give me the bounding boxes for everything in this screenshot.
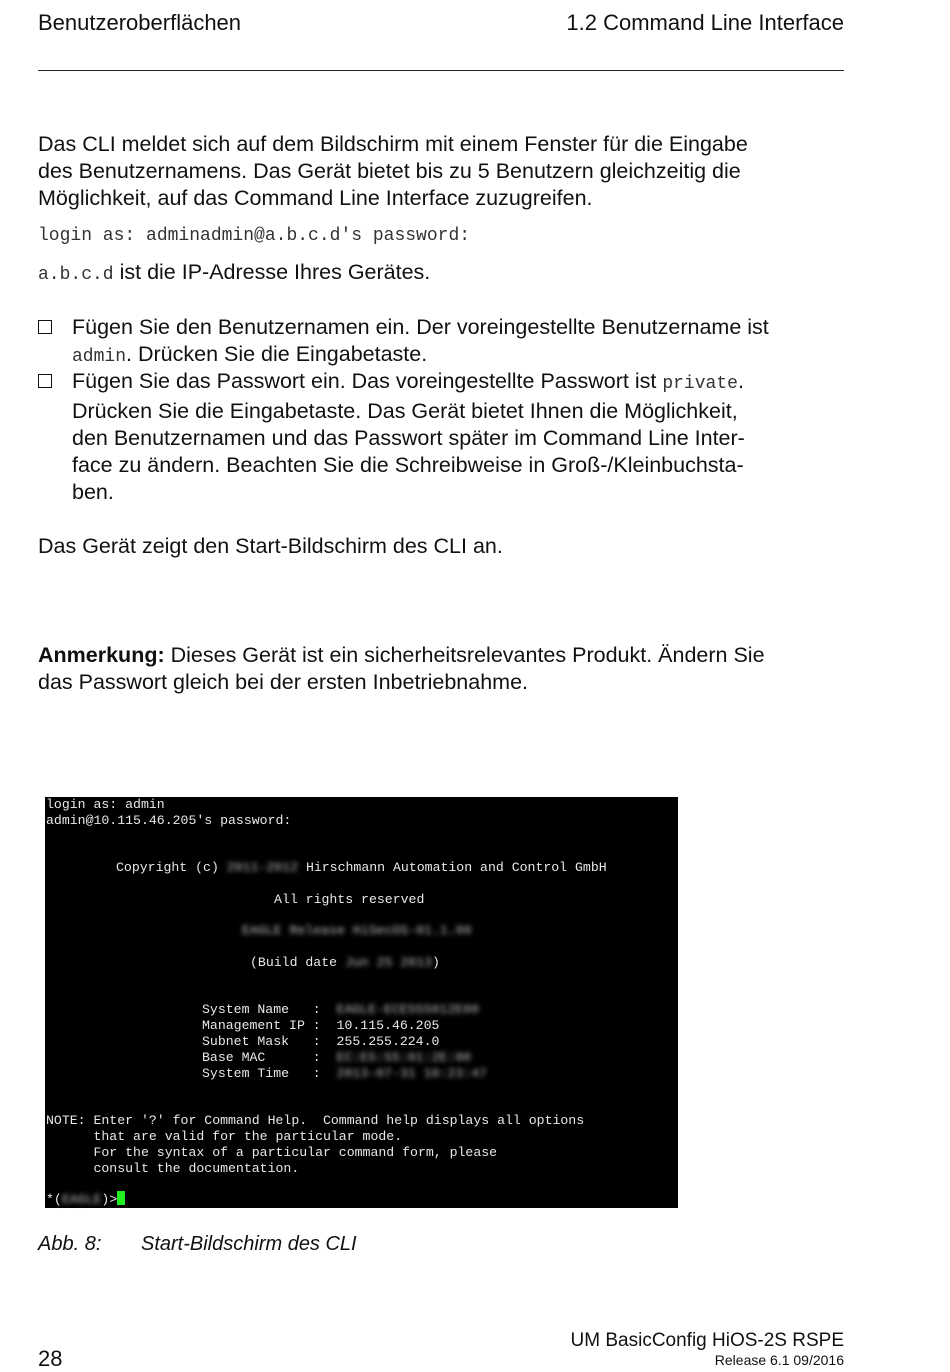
note-line-1: Anmerkung: Dieses Gerät ist ein sicherheitsrelevantes Produkt. Ändern Sie <box>38 643 765 667</box>
terminal-copyright: Copyright (c) 2011-2012 Hirschmann Automation and Control GmbH <box>116 860 607 875</box>
step-2-line-5: ben. <box>72 480 114 504</box>
checkbox-icon <box>38 320 52 334</box>
terminal-base-mac: Base MAC : EC:E5:55:01:2E:00 <box>202 1050 472 1065</box>
terminal-release: EAGLE Release HiSecOS-01.1.00 <box>242 923 472 938</box>
footer-document-title: UM BasicConfig HiOS-2S RSPE <box>570 1330 844 1351</box>
start-screen-text: Das Gerät zeigt den Start-Bildschirm des CLI an. <box>38 534 503 558</box>
step-2-line-1: Fügen Sie das Passwort ein. Das voreingestellte Passwort ist private. <box>72 369 744 394</box>
terminal-note-3: For the syntax of a particular command form, please <box>46 1145 498 1160</box>
step-2 <box>72 368 848 506</box>
intro-line-1: Das CLI meldet sich auf dem Bildschirm mit einem Fenster für die Eingabe <box>38 132 748 156</box>
username-code: admin <box>72 347 127 367</box>
header-rule <box>38 70 844 71</box>
terminal-system-name: System Name : EAGLE-ECE555012E00 <box>202 1002 479 1017</box>
cli-terminal-screenshot <box>45 797 678 1208</box>
terminal-login-line: login as: admin <box>46 797 165 812</box>
terminal-management-ip: Management IP : 10.115.46.205 <box>202 1018 440 1033</box>
header-chapter-title: 1.2 Command Line Interface <box>566 10 844 35</box>
terminal-note-1: NOTE: Enter '?' for Command Help. Command help displays all options <box>46 1113 585 1128</box>
figure-caption-label: Abb. 8: <box>38 1233 102 1255</box>
ip-placeholder-code: a.b.c.d <box>38 265 114 285</box>
terminal-prompt: *(EAGLE)> <box>46 1191 125 1208</box>
figure-caption-text: Start-Bildschirm des CLI <box>141 1233 357 1255</box>
step-2-line-3: den Benutzernamen und das Passwort später im Command Line Inter- <box>72 426 745 450</box>
terminal-password-line: admin@10.115.46.205's password: <box>46 813 292 828</box>
login-code: login as: adminadmin@a.b.c.d's password: <box>38 226 471 246</box>
ip-note-text: ist die IP-Adresse Ihres Gerätes. <box>113 260 431 284</box>
step-2-line-4: face zu ändern. Beachten Sie die Schreibweise in Groß-/Kleinbuchsta- <box>72 453 744 477</box>
note-label: Anmerkung: <box>38 643 165 667</box>
terminal-cursor <box>117 1191 125 1205</box>
header-section-title: Benutzeroberflächen <box>38 10 242 35</box>
terminal-build-date: (Build date Jun 25 2013) <box>250 955 440 970</box>
step-1-line-2: admin. Drücken Sie die Eingabetaste. <box>72 342 428 367</box>
terminal-note-4: consult the documentation. <box>46 1161 300 1176</box>
note-line-2: das Passwort gleich bei der ersten Inbetriebnahme. <box>38 670 528 694</box>
step-1 <box>72 314 848 371</box>
step-1-line-1: Fügen Sie den Benutzernamen ein. Der voreingestellte Benutzername ist <box>72 315 769 339</box>
terminal-note-2: that are valid for the particular mode. <box>46 1129 403 1144</box>
terminal-system-time: System Time : 2013-07-31 10:23:47 <box>202 1066 487 1081</box>
password-code: private <box>662 374 738 394</box>
intro-line-3: Möglichkeit, auf das Command Line Interface zuzugreifen. <box>38 186 593 210</box>
ip-note <box>38 259 848 289</box>
note-paragraph <box>38 642 848 696</box>
terminal-rights: All rights reserved <box>274 892 425 907</box>
step-2-line-2: Drücken Sie die Eingabetaste. Das Gerät bietet Ihnen die Möglichkeit, <box>72 399 738 423</box>
page-number: 28 <box>38 1346 63 1371</box>
intro-line-2: des Benutzernamens. Das Gerät bietet bis zu 5 Benutzern gleichzeitig die <box>38 159 741 183</box>
footer-release: Release 6.1 09/2016 <box>714 1352 844 1368</box>
intro-paragraph <box>38 131 848 212</box>
terminal-subnet-mask: Subnet Mask : 255.255.224.0 <box>202 1034 440 1049</box>
checkbox-icon <box>38 374 52 388</box>
